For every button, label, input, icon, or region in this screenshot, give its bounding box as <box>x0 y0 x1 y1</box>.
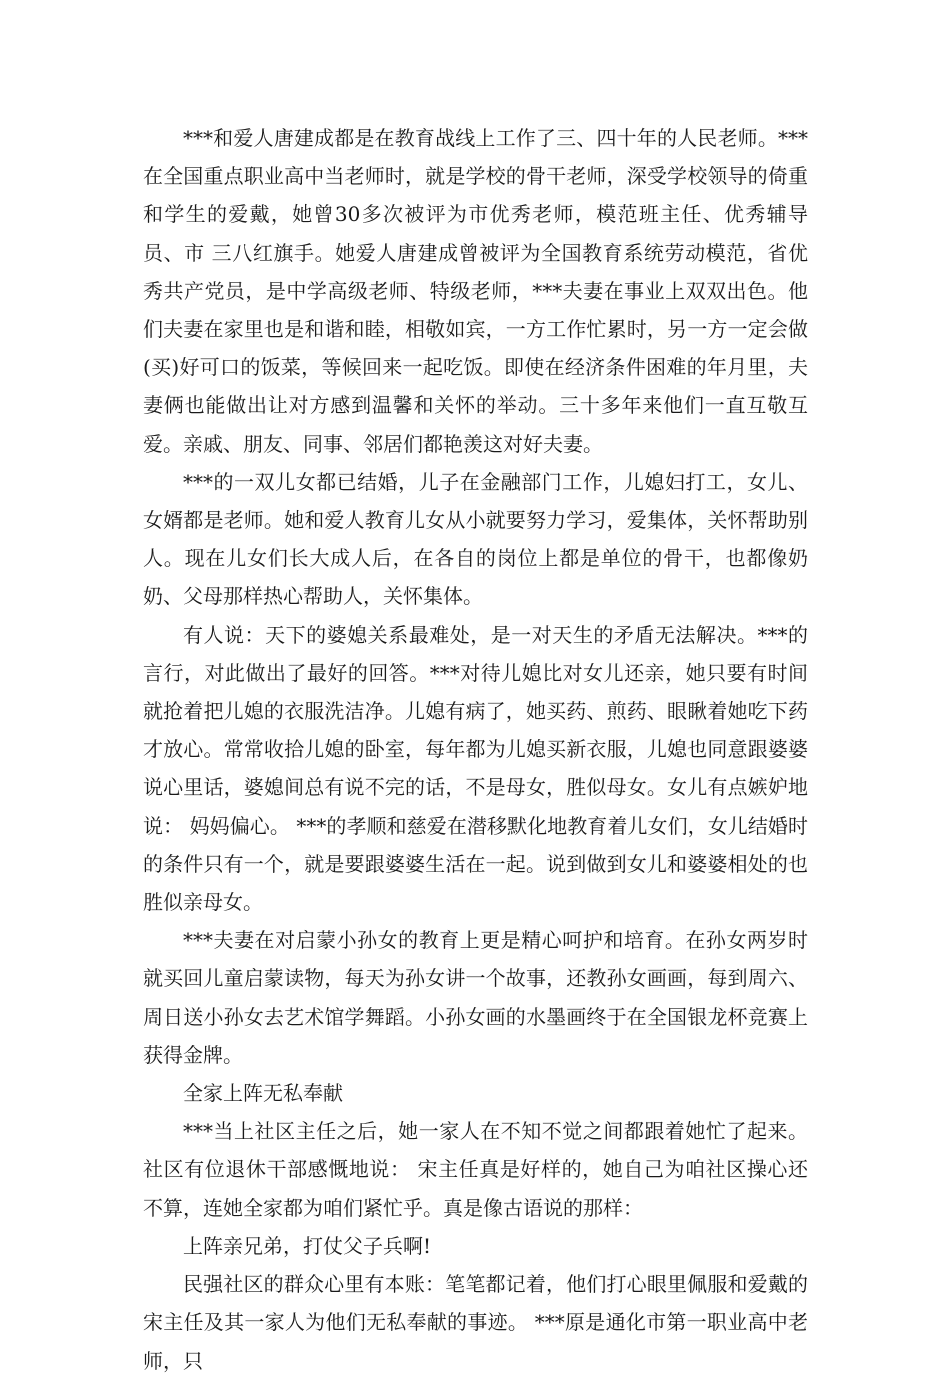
paragraph-community-director: ***当上社区主任之后，她一家人在不知不觉之间都跟着她忙了起来。社区有位退休干部感慨地说： 宋主任真是好样的，她自己为咱社区操心还不算，连她全家都为咱们紧忙乎。真是像古语说的那样： <box>143 1119 808 1220</box>
document-body <box>143 119 808 1380</box>
section-heading: 全家上阵无私奉献 <box>183 1081 343 1106</box>
paragraph-children: ***的一双儿女都已结婚，儿子在金融部门工作，儿媳妇打工，女儿、女婿都是老师。她和爱人教育儿女从小就要努力学习，爱集体，关怀帮助别人。现在儿女们长大成人后，在各自的岗位上都是单位的骨干，也都像奶奶、父母那样热心帮助人，关怀集体。 <box>143 469 808 609</box>
paragraph-community-ledger: 民强社区的群众心里有本账：笔笔都记着，他们打心眼里佩服和爱戴的宋主任及其一家人为他们无私奉献的事迹。 ***原是通化市第一职业高中老师，只 <box>143 1272 808 1373</box>
paragraph-mother-in-law: 有人说：天下的婆媳关系最难处，是一对天生的矛盾无法解决。***的言行，对此做出了最好的回答。***对待儿媳比对女儿还亲，她只要有时间就抢着把儿媳的衣服洗洁净。儿媳有病了，她买药、煎药、眼瞅着她吃下药才放心。常常收拾儿媳的卧室，每年都为儿媳买新衣服，儿媳也同意跟婆婆说心里话，婆媳间总有说不完的话，不是母女，胜似母女。女儿有点嫉妒地说： 妈妈偏心。 ***的孝顺和慈爱在潜移默化地教育着儿女们，女儿结婚时的条件只有一个，就是要跟婆婆生活在一起。说到做到女儿和婆婆相处的也胜似亲母女。 <box>143 622 808 915</box>
paragraph-granddaughter: ***夫妻在对启蒙小孙女的教育上更是精心呵护和培育。在孙女两岁时就买回儿童启蒙读物，每天为孙女讲一个故事，还教孙女画画，每到周六、周日送小孙女去艺术馆学舞蹈。小孙女画的水墨画终于在全国银龙杯竞赛上获得金牌。 <box>143 928 808 1067</box>
paragraph-couple-teachers: ***和爱人唐建成都是在教育战线上工作了三、四十年的人民老师。***在全国重点职业高中当老师时，就是学校的骨干老师，深受学校领导的倚重和学生的爱戴，她曾30多次被评为市优秀老师，模范班主任、优秀辅导员、市 三八红旗手。她爱人唐建成曾被评为全国教育系统劳动模范，省优秀共产党员，是中学高级老师、特级老师，***夫妻在事业上双双出色。他们夫妻在家里也是和谐和睦，相敬如宾，一方工作忙累时，另一方一定会做(买)好可口的饭菜，等候回来一起吃饭。即使在经济条件困难的年月里，夫妻俩也能做出让对方感到温馨和关怀的举动。三十多年来他们一直互敬互爱。亲戚、朋友、同事、邻居们都艳羡这对好夫妻。 <box>143 126 808 456</box>
paragraph-proverb: 上阵亲兄弟，打仗父子兵啊! <box>183 1233 432 1258</box>
